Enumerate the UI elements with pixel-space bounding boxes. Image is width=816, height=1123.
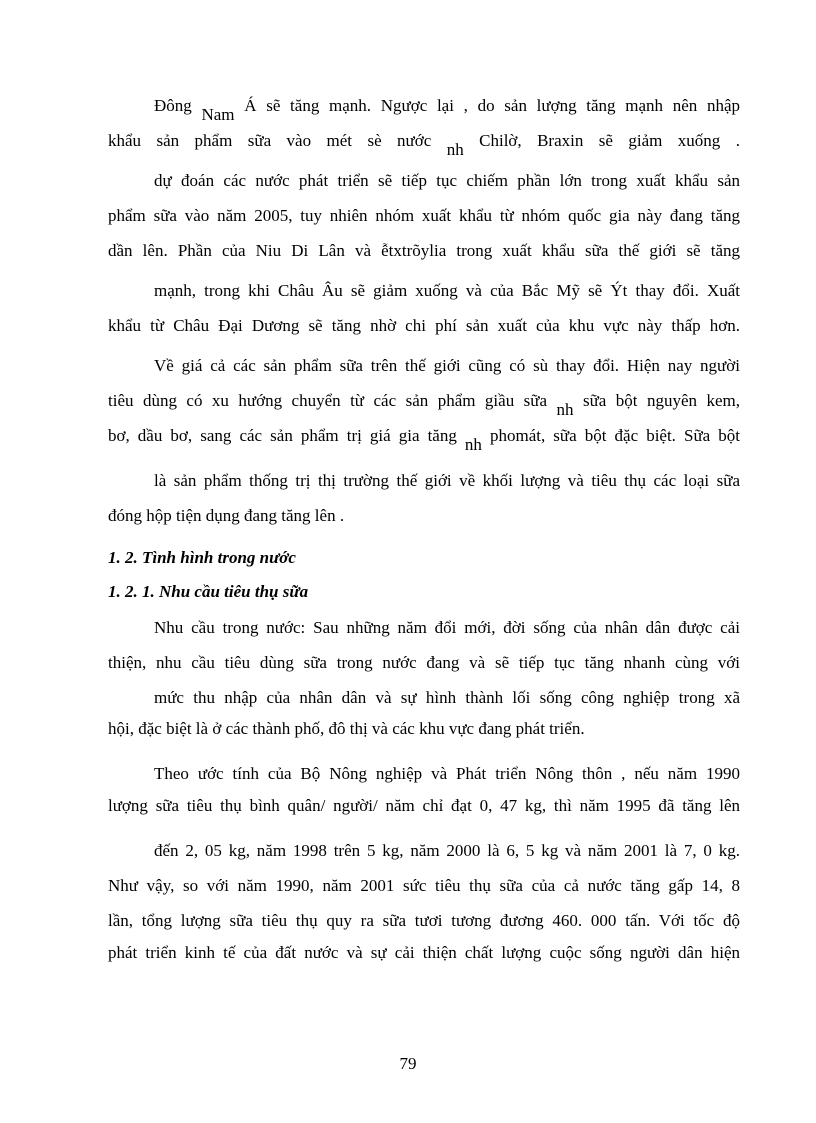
text-line: thiện, nhu cầu tiêu dùng sữa trong nước đang và sẽ tiếp tục tăng nhanh cùng với: [108, 653, 740, 672]
text-line: là sản phẩm thống trị thị trường thế giới về khối lượng và tiêu thụ các loại sữa: [154, 471, 740, 490]
text-line: lần, tổng lượng sữa tiêu thụ quy ra sữa tươi tương đương 460. 000 tấn. Với tốc độ: [108, 911, 740, 930]
text-line: lượng sữa tiêu thụ bình quân/ người/ năm chỉ đạt 0, 47 kg, thì năm 1995 đã tăng lên: [108, 796, 740, 815]
text-line: khẩu từ Châu Đại Dương sẽ tăng nhờ chi phí sản xuất của khu vực này thấp hơn.: [108, 316, 740, 335]
text-line: đóng hộp tiện dụng đang tăng lên .: [108, 506, 345, 525]
page-number: 79: [399, 1054, 417, 1073]
text-line: phát triển kinh tế của đất nước và sự cải thiện chất lượng cuộc sống người dân hiện: [108, 943, 740, 962]
section-heading: 1. 2. Tình hình trong nước: [108, 548, 296, 567]
text-line: dự đoán các nước phát triển sẽ tiếp tục chiếm phần lớn trong xuất khẩu sản: [154, 171, 740, 190]
text-line: Như vậy, so với năm 1990, năm 2001 sức tiêu thụ sữa của cả nước tăng gấp 14, 8: [108, 876, 740, 895]
text-line: bơ, dầu bơ, sang các sản phẩm trị giá gia tăng nh phomát, sữa bột đặc biệt. Sữa bột: [108, 426, 741, 454]
text-line: khẩu sản phẩm sữa vào mét sè nước nh Chilờ, Braxin sẽ giảm xuống .: [108, 131, 740, 159]
text-line: mạnh, trong khi Châu Âu sẽ giảm xuống và của Bắc Mỹ sẽ Ýt thay đổi. Xuất: [154, 281, 740, 300]
text-line: hội, đặc biệt là ở các thành phố, đô thị và các khu vực đang phát triển.: [108, 719, 585, 738]
text-line: Về giá cả các sản phẩm sữa trên thế giới cũng có sù thay đổi. Hiện nay người: [154, 356, 740, 375]
text-line: đến 2, 05 kg, năm 1998 trên 5 kg, năm 2000 là 6, 5 kg và năm 2001 là 7, 0 kg.: [154, 841, 740, 860]
text-line: phẩm sữa vào năm 2005, tuy nhiên nhóm xuất khẩu từ nhóm quốc gia này đang tăng: [108, 206, 740, 225]
text-line: Đông Nam Á sẽ tăng mạnh. Ngược lại , do sản lượng tăng mạnh nên nhập: [154, 96, 740, 124]
text-line: tiêu dùng có xu hướng chuyển từ các sản phẩm giầu sữa nh sữa bột nguyên kem,: [108, 391, 740, 419]
text-line: dần lên. Phần của Niu Di Lân và ễtxtrõylia trong xuất khẩu sữa thế giới sẽ tăng: [108, 241, 740, 260]
text-line: mức thu nhập của nhân dân và sự hình thành lối sống công nghiệp trong xã: [154, 688, 740, 707]
subsection-heading: 1. 2. 1. Nhu cầu tiêu thụ sữa: [108, 582, 309, 601]
text-line: Theo ước tính của Bộ Nông nghiệp và Phát triển Nông thôn , nếu năm 1990: [154, 764, 740, 783]
text-line: Nhu cầu trong nước: Sau những năm đổi mới, đời sống của nhân dân được cải: [154, 618, 740, 637]
